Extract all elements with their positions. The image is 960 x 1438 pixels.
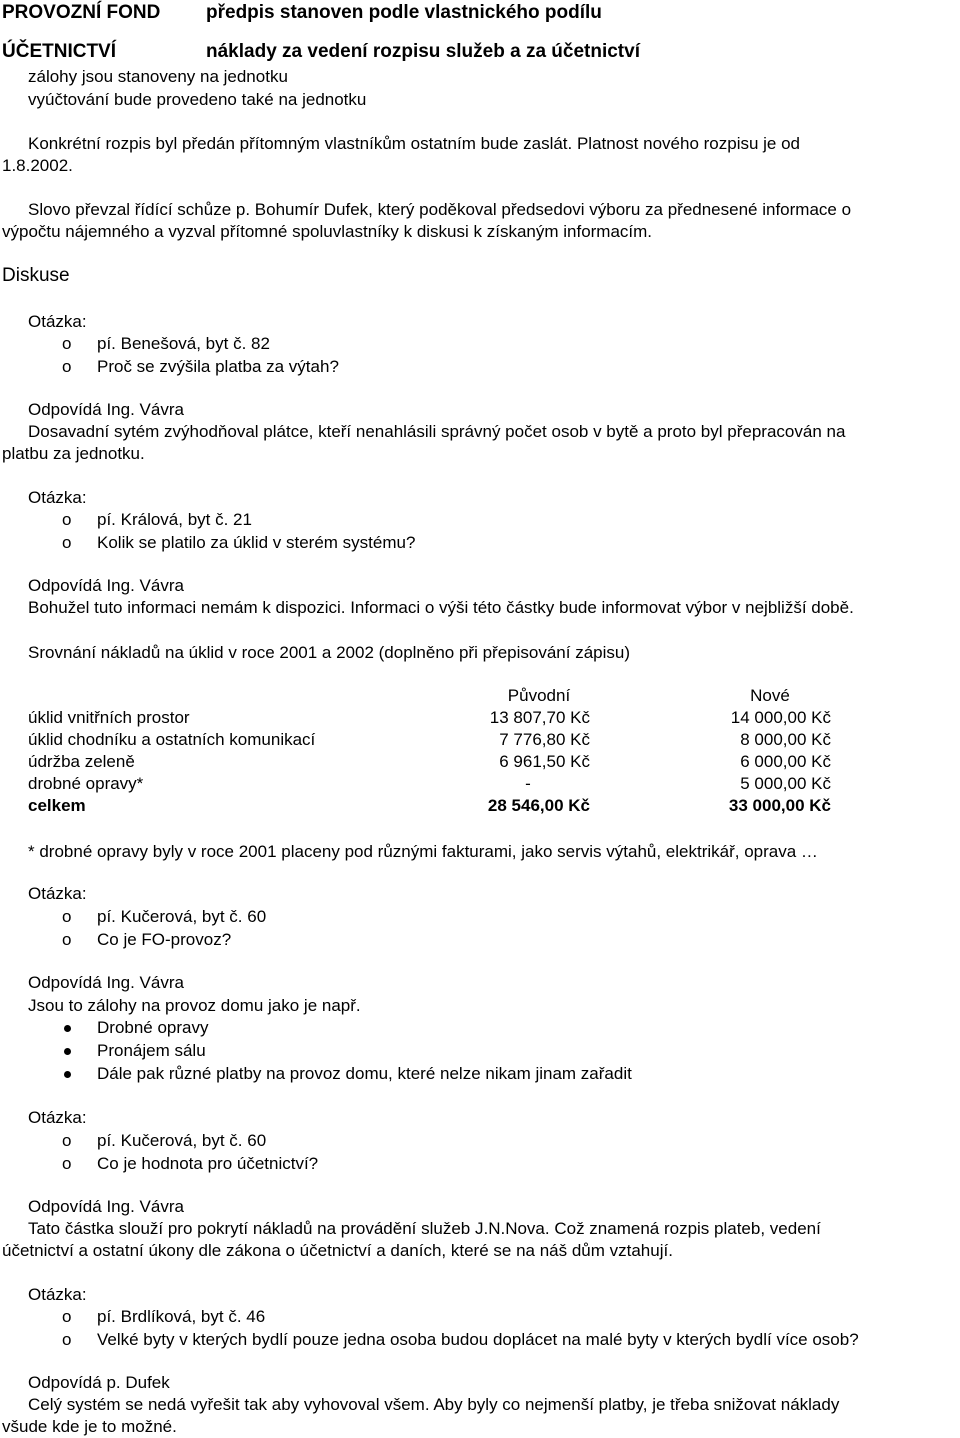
- table-cell-original: 13 807,70 Kč: [489, 708, 590, 727]
- list-marker: o: [62, 510, 72, 529]
- table-cell-item: drobné opravy*: [28, 774, 144, 793]
- list-marker: o: [62, 1154, 72, 1173]
- table-cell-item: úklid chodníku a ostatních komunikací: [28, 730, 316, 749]
- q2-question: Kolik se platilo za úklid v sterém systému?: [97, 533, 416, 552]
- table-cell-original: -: [525, 774, 531, 793]
- q4-question: Co je hodnota pro účetnictví?: [97, 1154, 319, 1173]
- list-marker: o: [62, 1330, 72, 1349]
- table-cell-new: 5 000,00 Kč: [740, 774, 831, 793]
- answer-label: Odpovídá Ing. Vávra: [28, 576, 184, 595]
- q5-answer-line-2: všude kde je to možné.: [2, 1417, 177, 1436]
- intro-paragraph-1-line-2: 1.8.2002.: [2, 156, 73, 175]
- table-cell-original: 6 961,50 Kč: [499, 752, 590, 771]
- table-cell-item: celkem: [28, 796, 86, 815]
- diskuse-heading: Diskuse: [2, 265, 70, 286]
- q3-who: pí. Kučerová, byt č. 60: [97, 907, 267, 926]
- intro-paragraph-2-line-2: výpočtu nájemného a vyzval přítomné spoluvlastníky k diskusi k získaným informacím.: [2, 222, 653, 241]
- list-marker: o: [62, 357, 72, 376]
- question-label: Otázka:: [28, 1285, 87, 1304]
- q4-answer-line-1: Tato částka slouží pro pokrytí nákladů na provádění služeb J.N.Nova. Což znamená rozpis plateb, vedení: [28, 1219, 821, 1238]
- q3-bullet: Dále pak různé platby na provoz domu, které nelze nikam jinam zařadit: [97, 1064, 632, 1083]
- q1-question: Proč se zvýšila platba za výtah?: [97, 357, 339, 376]
- table-cell-new: 6 000,00 Kč: [740, 752, 831, 771]
- header-line-4: vyúčtování bude provedeno také na jednotku: [28, 90, 367, 109]
- intro-paragraph-1-line-1: Konkrétní rozpis byl předán přítomným vlastníkům ostatním bude zaslát. Platnost nového rozpisu je od: [28, 134, 801, 153]
- q2-who: pí. Králová, byt č. 21: [97, 510, 252, 529]
- comparison-title: Srovnání nákladů na úklid v roce 2001 a 2002 (doplněno při přepisování zápisu): [28, 643, 631, 662]
- table-cell-new: 14 000,00 Kč: [730, 708, 831, 727]
- ucetnictvi-text: náklady za vedení rozpisu služeb a za účetnictví: [206, 41, 640, 62]
- column-header-new: Nové: [750, 686, 790, 705]
- question-label: Otázka:: [28, 312, 87, 331]
- table-cell-new: 8 000,00 Kč: [740, 730, 831, 749]
- header-line-3: zálohy jsou stanoveny na jednotku: [28, 67, 288, 86]
- table-cell-item: údržba zeleně: [28, 752, 135, 771]
- q5-answer-line-1: Celý systém se nedá vyřešit tak aby vyhovoval všem. Aby byly co nejmenší platby, je třeba snižovat náklady: [28, 1395, 840, 1414]
- q2-answer-line-1: Bohužel tuto informaci nemám k dispozici. Informaci o výši této částky bude informovat výbor v nejbližší době.: [28, 598, 854, 617]
- q4-answer-line-2: účetnictví a ostatní úkony dle zákona o účetnictví a daních, které se na náš dům vztahují.: [2, 1241, 673, 1260]
- q5-question: Velké byty v kterých bydlí pouze jedna osoba budou doplácet na malé byty v kterých bydlí více osob?: [97, 1330, 859, 1349]
- provozni-fond-label: PROVOZNÍ FOND: [2, 2, 161, 23]
- table-cell-original: 7 776,80 Kč: [499, 730, 590, 749]
- q3-question: Co je FO-provoz?: [97, 930, 232, 949]
- list-marker: o: [62, 533, 72, 552]
- bullet-dot: [64, 1071, 71, 1078]
- answer-label: Odpovídá Ing. Vávra: [28, 400, 184, 419]
- list-marker: o: [62, 907, 72, 926]
- list-marker: o: [62, 334, 72, 353]
- answer-label: Odpovídá Ing. Vávra: [28, 973, 184, 992]
- bullet-dot: [64, 1048, 71, 1055]
- list-marker: o: [62, 930, 72, 949]
- q3-bullet: Drobné opravy: [97, 1018, 209, 1037]
- question-label: Otázka:: [28, 1108, 87, 1127]
- column-header-original: Původní: [507, 686, 571, 705]
- answer-label: Odpovídá p. Dufek: [28, 1373, 170, 1392]
- table-cell-new: 33 000,00 Kč: [728, 796, 831, 815]
- q3-bullet: Pronájem sálu: [97, 1041, 206, 1060]
- list-marker: o: [62, 1131, 72, 1150]
- q1-answer-line-1: Dosavadní sytém zvýhodňoval plátce, kteří nenahlásili správný počet osob v bytě a proto byl přepracován na: [28, 422, 846, 441]
- provozni-fond-text: předpis stanoven podle vlastnického podílu: [206, 2, 602, 23]
- question-label: Otázka:: [28, 884, 87, 903]
- ucetnictvi-label: ÚČETNICTVÍ: [2, 41, 116, 62]
- q4-who: pí. Kučerová, byt č. 60: [97, 1131, 267, 1150]
- list-marker: o: [62, 1307, 72, 1326]
- q3-answer-line-1: Jsou to zálohy na provoz domu jako je např.: [28, 996, 361, 1015]
- intro-paragraph-2-line-1: Slovo převzal řídící schůze p. Bohumír Dufek, který poděkoval předsedovi výboru za přednesené informace o: [28, 200, 852, 219]
- q1-who: pí. Benešová, byt č. 82: [97, 334, 270, 353]
- table-cell-original: 28 546,00 Kč: [487, 796, 590, 815]
- q5-who: pí. Brdlíková, byt č. 46: [97, 1307, 266, 1326]
- comparison-footnote: * drobné opravy byly v roce 2001 placeny pod různými fakturami, jako servis výtahů, elektrikář, oprava …: [28, 842, 818, 861]
- question-label: Otázka:: [28, 488, 87, 507]
- table-cell-item: úklid vnitřních prostor: [28, 708, 190, 727]
- q1-answer-line-2: platbu za jednotku.: [2, 444, 145, 463]
- answer-label: Odpovídá Ing. Vávra: [28, 1197, 184, 1216]
- bullet-dot: [64, 1025, 71, 1032]
